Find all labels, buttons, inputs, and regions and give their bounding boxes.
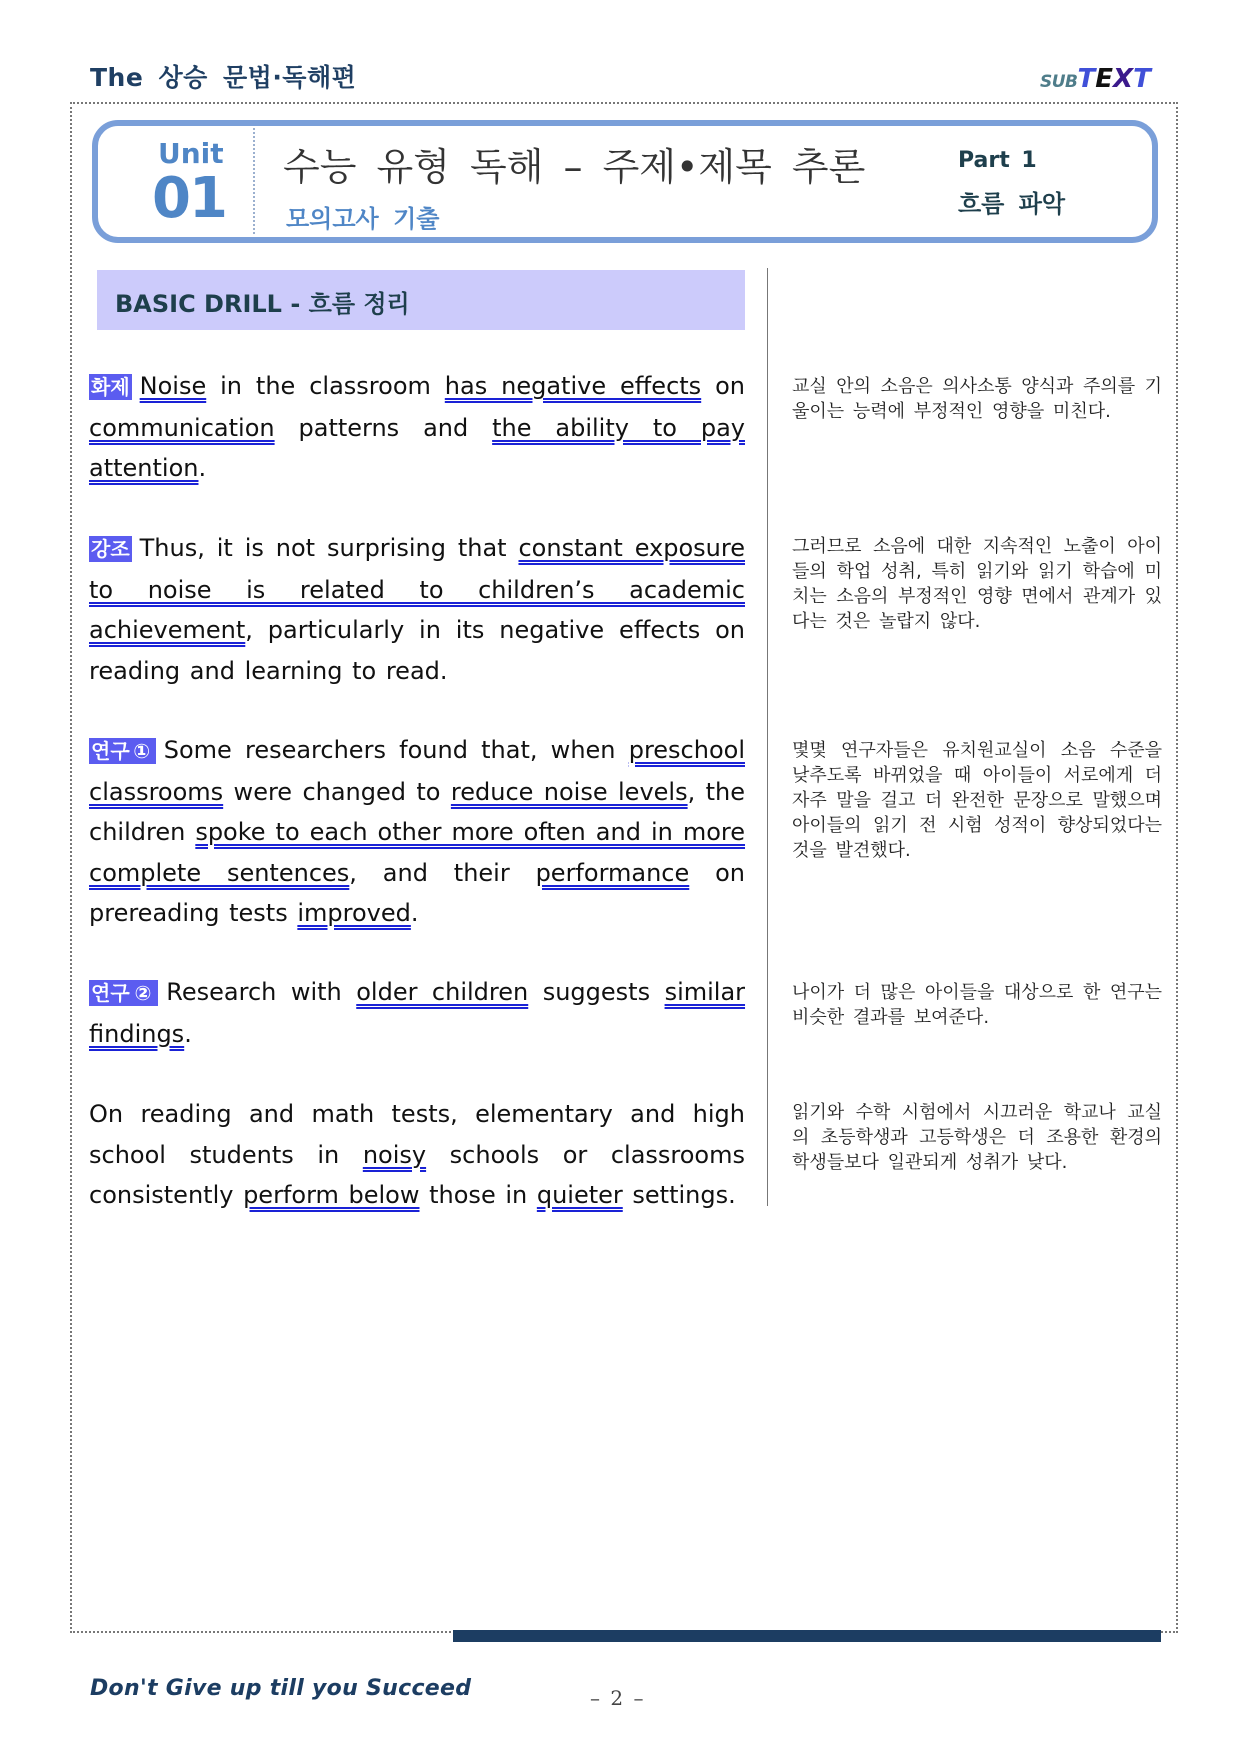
footer-motto: Don't Give up till you Succeed xyxy=(90,1676,472,1701)
section-title: BASIC DRILL - 흐름 정리 xyxy=(115,290,410,318)
paragraph-role-tag: 화제 xyxy=(91,375,130,399)
key-phrase: older children xyxy=(356,978,529,1006)
passage-paragraph xyxy=(89,730,745,934)
part-label: Part 1 xyxy=(958,148,1037,173)
text-segment: patterns and xyxy=(274,413,493,442)
text-segment: those in xyxy=(419,1181,537,1209)
korean-translation: 나이가 더 많은 아이들을 대상으로 한 연구는 비슷한 결과를 보여준다. xyxy=(792,982,1162,1028)
passage-paragraph xyxy=(89,1094,745,1216)
passage-paragraph xyxy=(89,528,745,691)
text-segment: On reading and math tests, elementary and high school students in xyxy=(89,1100,745,1169)
page-number: – 2 – xyxy=(590,1686,644,1710)
brand-logo: SUBTEXT xyxy=(1040,64,1151,94)
key-phrase: spoke to each other more often and in more complete sentences xyxy=(89,818,746,887)
key-phrase: noisy xyxy=(362,1140,427,1169)
text-segment: on xyxy=(701,372,745,400)
part-title: 흐름 파악 xyxy=(958,190,1066,218)
passage-paragraph xyxy=(89,366,745,489)
key-phrase: the ability to pay attention xyxy=(89,413,745,482)
unit-title: 수능 유형 독해 – 주제•제목 추론 xyxy=(283,145,866,189)
unit-label: Unit xyxy=(158,137,224,170)
key-phrase: preschool classrooms xyxy=(89,736,745,806)
text-segment: , particularly in its negative effects on reading and learning to read. xyxy=(89,616,745,685)
key-phrase: improved xyxy=(297,899,411,927)
korean-translation: 교실 안의 소음은 의사소통 양식과 주의를 기울이는 능력에 부정적인 영향을 미친다. xyxy=(792,376,1162,422)
text-segment: Some researchers found that, when xyxy=(163,736,629,764)
korean-translation: 몇몇 연구자들은 유치원교실이 소음 수준을 낮추도록 바뀌었을 때 아이들이 서로에게 더 자주 말을 걸고 더 완전한 문장으로 말했으며 아이들의 읽기 전 시험 성적이 향상되었다는 것을 발견했다. xyxy=(792,740,1162,861)
key-phrase: Noise xyxy=(139,372,207,400)
text-segment: were changed to xyxy=(223,777,451,806)
passage-paragraph xyxy=(89,972,745,1054)
text-segment: Research with xyxy=(166,978,357,1006)
text-segment: . xyxy=(184,1019,192,1048)
unit-number: 01 xyxy=(152,166,226,231)
key-phrase: reduce noise levels xyxy=(450,777,688,806)
paragraph-role-tag: 강조 xyxy=(91,537,130,561)
text-segment: in the classroom xyxy=(206,372,445,400)
key-phrase: performance xyxy=(535,858,690,887)
key-phrase: similar findings xyxy=(89,978,746,1048)
key-phrase: quieter xyxy=(536,1181,623,1209)
book-title: The 상승 문법·독해편 xyxy=(90,63,357,92)
unit-divider xyxy=(253,128,255,234)
text-segment: settings. xyxy=(622,1181,736,1209)
text-segment: . xyxy=(410,899,419,927)
text-segment: schools or classrooms consistently xyxy=(89,1140,745,1209)
unit-subtitle: 모의고사 기출 xyxy=(286,205,440,233)
key-phrase: perform below xyxy=(243,1181,420,1209)
key-phrase: communication xyxy=(89,413,275,442)
key-phrase: constant exposure to noise is related to children’s academic achievement xyxy=(89,534,745,644)
column-divider xyxy=(767,268,768,1206)
key-phrase: has negative effects xyxy=(444,372,702,400)
text-segment: Thus, it is not surprising that xyxy=(139,534,519,562)
text-segment: , the children xyxy=(89,777,745,846)
footer-bar xyxy=(453,1630,1161,1642)
text-segment: , and their xyxy=(349,858,536,887)
paragraph-role-tag: 연구① xyxy=(91,739,154,763)
paragraph-role-tag: 연구② xyxy=(91,981,157,1005)
korean-translation: 그러므로 소음에 대한 지속적인 노출이 아이들의 학업 성취, 특히 읽기와 읽기 학습에 미치는 소음의 부정적인 영향 면에서 관계가 있다는 것은 놀랍지 않다. xyxy=(792,536,1162,632)
text-segment: . xyxy=(198,454,207,482)
korean-translation: 읽기와 수학 시험에서 시끄러운 학교나 교실의 초등학생과 고등학생은 더 조용한 환경의 학생들보다 일관되게 성취가 낮다. xyxy=(792,1102,1162,1173)
text-segment: suggests xyxy=(528,978,665,1006)
text-segment: on prereading tests xyxy=(89,858,746,927)
